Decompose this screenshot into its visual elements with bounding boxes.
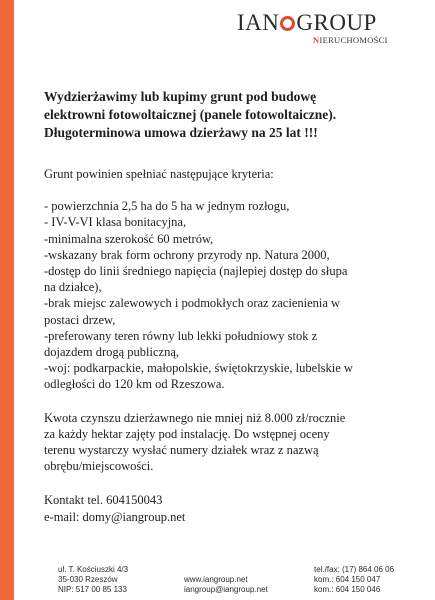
criteria-line: -minimalna szerokość 60 metrów, (44, 231, 214, 246)
criteria-line: na działce), (44, 280, 102, 295)
footer-phone-line: kom.: 604 150 047 (314, 575, 381, 584)
logo-subtitle-rest: IERUCHOMOŚCI (319, 35, 388, 45)
criteria-line: -brak miejsc zalewowych i podmokłych oraz zacienienia w (44, 296, 341, 311)
criteria-line: -woj: podkarpackie, małopolskie, świętokrzyskie, lubelskie w (44, 361, 353, 376)
criteria-line: odległości do 120 km od Rzeszowa. (44, 377, 225, 392)
contact-email: e-mail: domy@iangroup.net (44, 509, 186, 524)
headline-line: elektrowni fotowoltaicznej (panele fotowoltaiczne). (44, 107, 337, 122)
footer-address-line: ul. T. Kościuszki 4/3 (58, 565, 129, 574)
rent-line: terenu wystarczy wysłać numery działek wraz z nazwą (44, 443, 319, 458)
footer-website: www.iangroup.net (184, 575, 248, 584)
logo-subtitle-accent: N (313, 35, 320, 45)
criteria-list (44, 198, 409, 392)
footer-address-line: NIP: 517 00 85 133 (58, 585, 127, 594)
logo-ring-icon (280, 16, 295, 31)
criteria-line: -preferowany teren równy lub lekki południowy stok z (44, 328, 318, 343)
logo-brand-right: GROUP (296, 10, 377, 35)
rent-line: za każdy hektar zajęty pod instalację. Do wstępnej oceny (44, 426, 330, 441)
footer-address-line: 35-030 Rzeszów (58, 575, 118, 584)
criteria-line: - IV-V-VI klasa bonitacyjna, (44, 215, 187, 230)
footer-phone-line: kom.: 604 150 046 (314, 585, 381, 594)
criteria-line: postaci drzew, (44, 312, 116, 327)
criteria-intro: Grunt powinien spełniać następujące kryteria: (44, 167, 274, 181)
document-body (44, 88, 409, 525)
logo-wordmark (237, 11, 402, 35)
criteria-line: dojazdem drogą publiczną, (44, 345, 180, 360)
left-accent-stripe (0, 0, 14, 600)
footer-email: iangroup@iangroup.net (184, 585, 268, 594)
headline (44, 88, 409, 142)
contact-phone: Kontakt tel. 604150043 (44, 493, 163, 508)
company-logo (237, 11, 402, 45)
criteria-line: - powierzchnia 2,5 ha do 5 ha w jednym rozłogu, (44, 199, 290, 214)
rent-line: Kwota czynszu dzierżawnego nie mniej niż 8.000 zł/rocznie (44, 410, 346, 425)
footer-phones (314, 565, 394, 595)
headline-line: Wydzierżawimy lub kupimy grunt pod budowę (44, 89, 317, 104)
contact-block (44, 492, 409, 524)
logo-brand-left: IAN (237, 10, 280, 35)
footer-phone-line: tel./fax: (17) 864 06 06 (314, 565, 395, 574)
criteria-line: -dostęp do linii średniego napięcia (najlepiej dostęp do słupa (44, 264, 348, 279)
logo-subtitle (313, 35, 388, 45)
rent-paragraph (44, 410, 409, 475)
footer-web (184, 575, 268, 595)
footer-address (58, 565, 128, 595)
rent-line: obrębu/miejscowości. (44, 459, 154, 474)
criteria-line: -wskazany brak form ochrony przyrody np. Natura 2000, (44, 247, 330, 262)
headline-line: Długoterminowa umowa dzierżawy na 25 lat !!! (44, 125, 318, 140)
footer (58, 565, 418, 597)
